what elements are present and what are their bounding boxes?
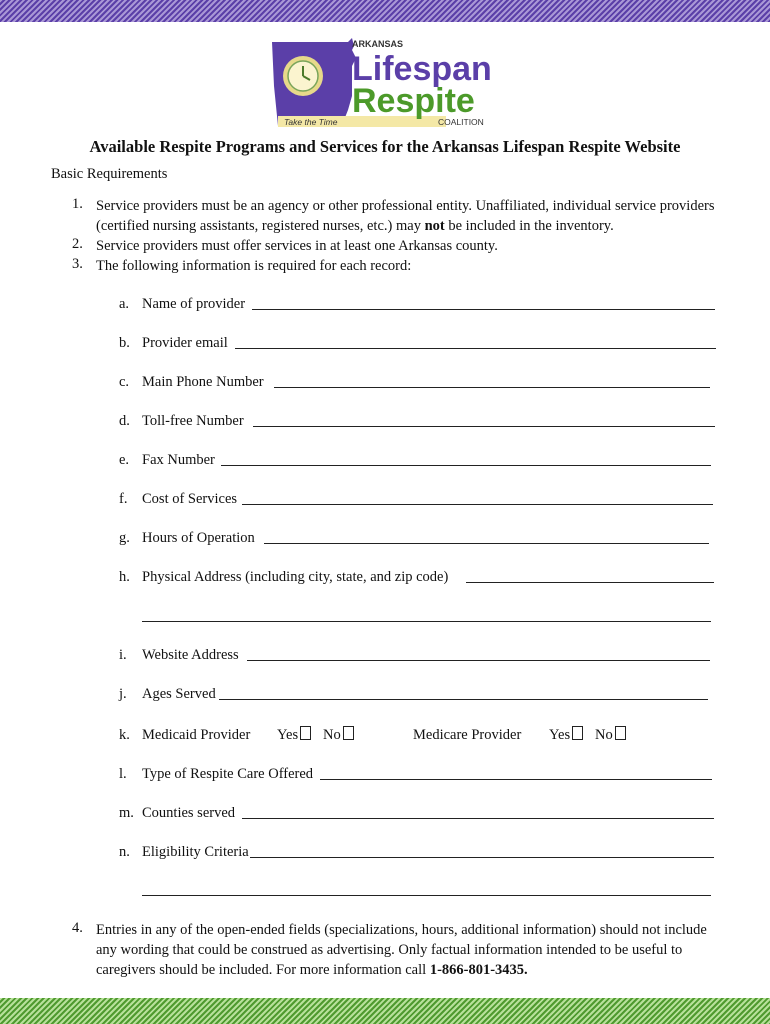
req-1-number: 1. — [72, 196, 83, 212]
field-i-label: Website Address — [142, 647, 239, 663]
field-f-label: Cost of Services — [142, 491, 238, 507]
logo-lifespan-text: Lifespan — [352, 50, 492, 88]
field-i-letter: i. — [119, 647, 127, 663]
req-2-text: Service providers must offer services in at least one Arkansas county. — [96, 238, 498, 254]
medicare-yes-option[interactable]: Yes — [549, 725, 583, 745]
medicare-no-checkbox[interactable] — [615, 726, 626, 740]
field-g-label: Hours of Operation — [142, 530, 255, 546]
arkansas-lifespan-respite-logo — [268, 36, 508, 130]
field-f-input-line[interactable] — [242, 504, 713, 505]
field-b-label: Provider email — [142, 335, 228, 351]
field-j-label: Ages Served — [142, 686, 216, 702]
medicare-yes-checkbox[interactable] — [572, 726, 583, 740]
logo-respite-text: Respite — [352, 82, 475, 120]
field-g-input-line[interactable] — [264, 543, 709, 544]
field-k-label: Medicaid Provider — [142, 727, 251, 743]
logo-coalition-text: COALITION — [438, 117, 484, 127]
req-1-bold-word: not — [424, 218, 445, 234]
field-h-input-line[interactable] — [466, 582, 714, 583]
medicaid-no-option[interactable]: No — [323, 725, 354, 745]
logo-tagline-text: Take the Time — [284, 117, 338, 127]
field-c-letter: c. — [119, 374, 130, 390]
medicaid-yes-checkbox[interactable] — [300, 726, 311, 740]
field-d-input-line[interactable] — [253, 426, 715, 427]
section-heading: Basic Requirements — [51, 166, 168, 182]
field-m-letter: m. — [119, 805, 134, 821]
field-m-label: Counties served — [142, 805, 236, 821]
field-n-letter: n. — [119, 844, 130, 860]
medicaid-yes-option[interactable]: Yes — [277, 725, 311, 745]
req-3-number: 3. — [72, 256, 83, 272]
field-h-letter: h. — [119, 569, 130, 585]
medicare-no-option[interactable]: No — [595, 725, 626, 745]
field-g-letter: g. — [119, 530, 130, 546]
req-1-text: Service providers must be an agency or other professional entity. Unaffiliated, individual service providers (certified nursing assistants, registered nurses, etc.) may not be included in the inventory. — [96, 198, 715, 234]
field-a-label: Name of provider — [142, 296, 246, 312]
field-a-letter: a. — [119, 296, 130, 312]
field-k-label-medicare: Medicare Provider — [413, 727, 522, 743]
field-j-input-line[interactable] — [219, 699, 708, 700]
medicaid-no-checkbox[interactable] — [343, 726, 354, 740]
req-3-text: The following information is required for each record: — [96, 258, 412, 274]
field-c-label: Main Phone Number — [142, 374, 264, 390]
field-e-letter: e. — [119, 452, 130, 468]
field-d-label: Toll-free Number — [142, 413, 244, 429]
field-b-input-line[interactable] — [235, 348, 716, 349]
field-n-input-line[interactable] — [250, 857, 714, 858]
field-h-input-line-2[interactable] — [142, 621, 711, 622]
field-m-input-line[interactable] — [242, 818, 714, 819]
note-text: Entries in any of the open-ended fields (specializations, hours, additional information) should not include any wording that could be construed as advertising. Only factual information intended to be useful to caregivers should be included. For more information call 1-866-801-3435. — [96, 922, 707, 978]
note-number: 4. — [72, 920, 83, 936]
page-title: Available Respite Programs and Services for the Arkansas Lifespan Respite Website — [89, 137, 681, 156]
field-h-label: Physical Address (including city, state, and zip code) — [142, 569, 449, 585]
field-d-letter: d. — [119, 413, 130, 429]
field-a-input-line[interactable] — [252, 309, 715, 310]
field-n-input-line-2[interactable] — [142, 895, 711, 896]
field-e-input-line[interactable] — [221, 465, 711, 466]
field-l-label: Type of Respite Care Offered — [142, 766, 314, 782]
field-f-letter: f. — [119, 491, 128, 507]
bottom-decorative-border — [0, 998, 770, 1024]
field-l-input-line[interactable] — [320, 779, 712, 780]
req-2-number: 2. — [72, 236, 83, 252]
contact-phone-number: 1-866-801-3435. — [429, 962, 528, 978]
field-k-letter: k. — [119, 727, 130, 743]
field-e-label: Fax Number — [142, 452, 215, 468]
field-c-input-line[interactable] — [274, 387, 710, 388]
top-decorative-border — [0, 0, 770, 22]
logo-top-text: ARKANSAS — [352, 39, 404, 49]
field-l-letter: l. — [119, 766, 127, 782]
field-i-input-line[interactable] — [247, 660, 710, 661]
field-b-letter: b. — [119, 335, 130, 351]
field-n-label: Eligibility Criteria — [142, 844, 249, 860]
field-j-letter: j. — [119, 686, 127, 702]
